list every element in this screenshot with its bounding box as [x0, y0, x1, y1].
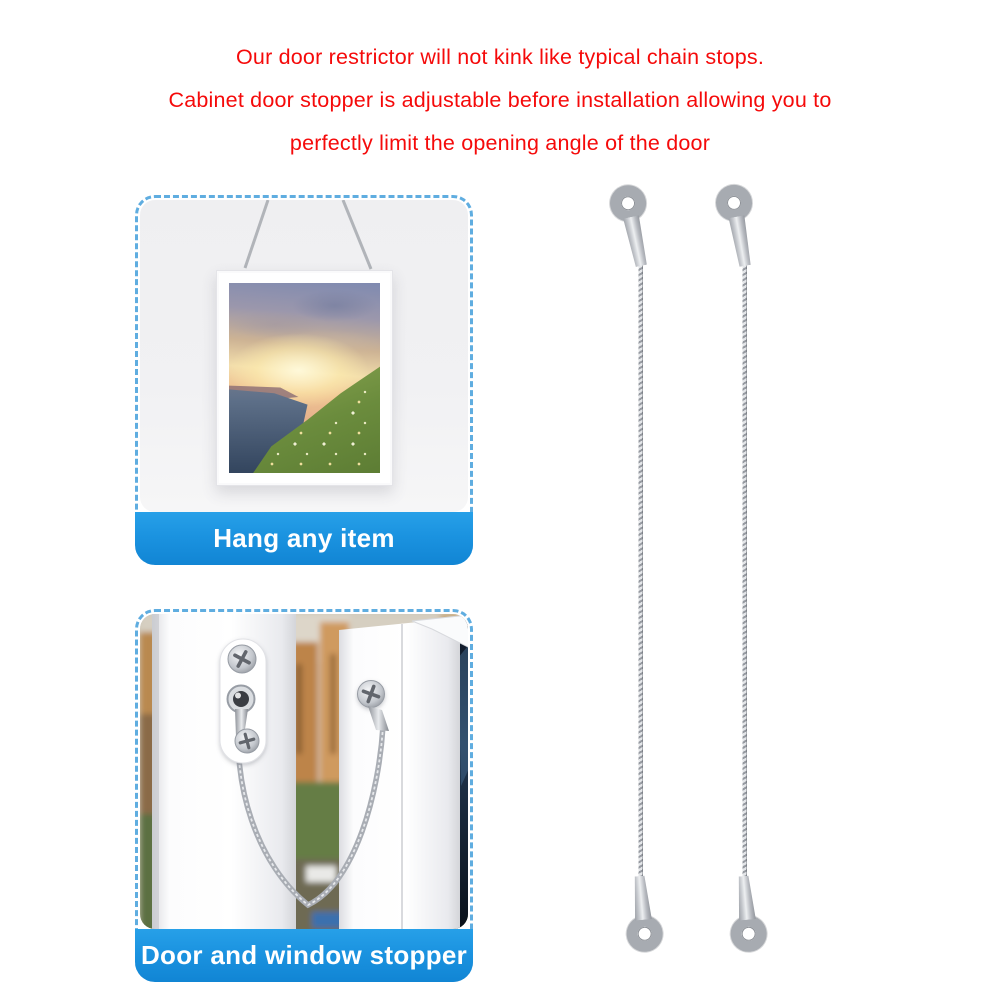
eyelet-barrel — [734, 875, 758, 921]
eyelet-ring-icon — [729, 914, 768, 953]
screw-icon — [228, 645, 256, 673]
hang-any-item-panel — [135, 195, 473, 565]
eyelet-ring-icon — [625, 914, 664, 953]
eyelet-bottom — [726, 874, 768, 953]
window-stopper-caption: Door and window stopper — [135, 929, 473, 982]
twisted-wire — [638, 264, 643, 878]
eyelet-top — [713, 182, 763, 269]
copy-line-3: perfectly limit the opening angle of the door — [289, 131, 711, 155]
twisted-wire — [742, 264, 747, 878]
eyelet-bottom — [622, 874, 664, 953]
mounting-bracket — [220, 639, 266, 763]
copy-line-1: Our door restrictor will not kink like typical chain stops. — [236, 45, 764, 69]
sunset-landscape-painting — [229, 283, 380, 473]
copy-line-2: Cabinet door stopper is adjustable before installation allowing you to — [168, 88, 832, 112]
window-scene — [140, 614, 468, 929]
eyelet-barrel — [727, 215, 755, 268]
window-stopper-photo — [140, 614, 468, 929]
steel-cable-product-2 — [722, 184, 766, 970]
window-stopper-panel — [135, 609, 473, 982]
hanging-picture-photo — [140, 200, 468, 512]
steel-cable-product-1 — [618, 184, 662, 970]
hang-any-item-caption: Hang any item — [135, 512, 473, 565]
picture-frame — [216, 270, 393, 486]
eyelet-barrel — [621, 215, 651, 268]
screw-icon — [235, 729, 259, 753]
marketing-copy — [0, 36, 1000, 165]
eyelet-barrel — [630, 875, 654, 921]
window-sash — [339, 621, 460, 929]
eyelet-top — [607, 182, 659, 270]
